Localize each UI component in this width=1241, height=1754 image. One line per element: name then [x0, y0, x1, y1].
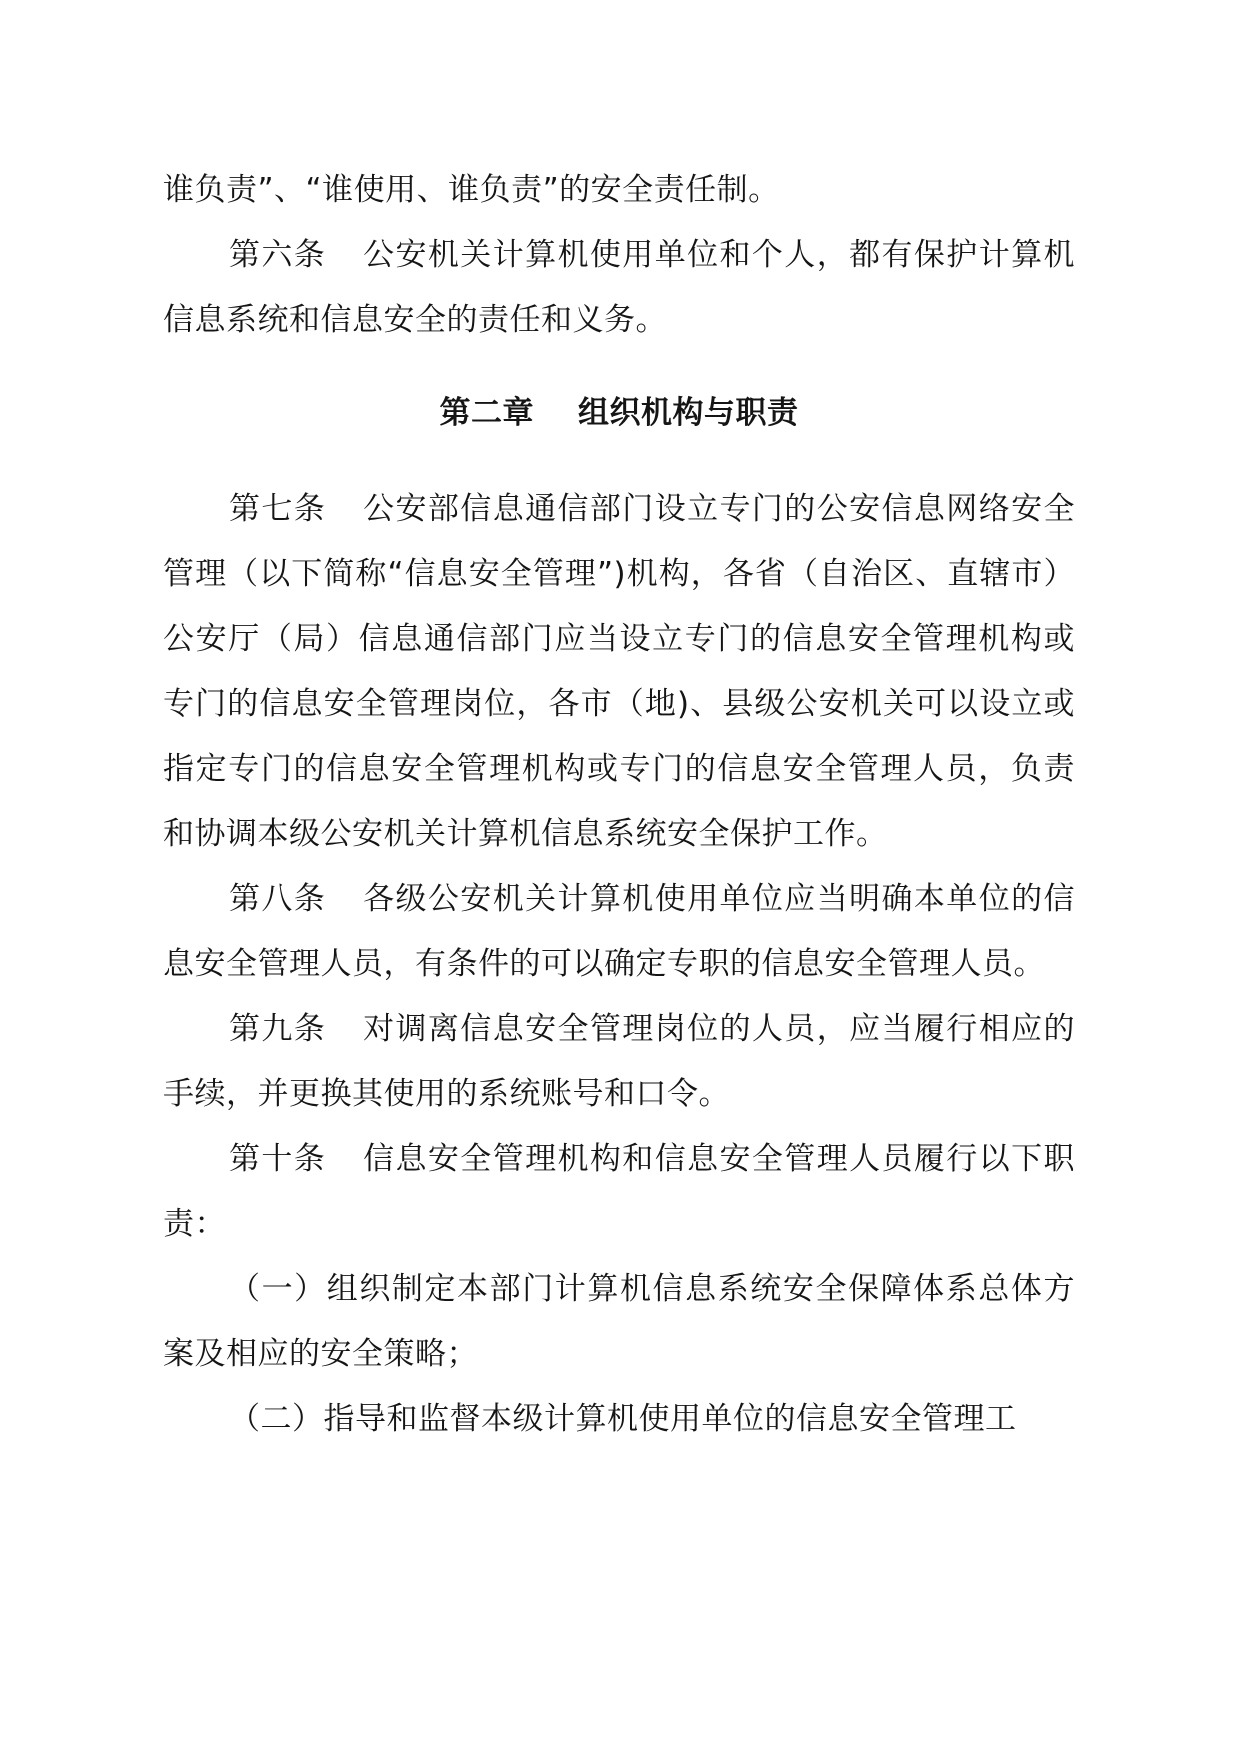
paragraph-text: 谁负责”、“谁使用、谁负责”的安全责任制。 — [163, 172, 780, 208]
list-item-text: （一）组织制定本部门计算机信息系统安全保障体系总体方案及相应的安全策略； — [163, 1271, 1075, 1372]
list-item-2 — [163, 1387, 1075, 1452]
paragraph-continuation — [163, 158, 1075, 223]
article-label: 第七条 — [229, 491, 327, 527]
document-body — [163, 158, 1075, 1452]
article-7 — [163, 477, 1075, 867]
article-9 — [163, 997, 1075, 1127]
article-8 — [163, 867, 1075, 997]
article-label: 第八条 — [229, 881, 327, 917]
article-text: 对调离信息安全管理岗位的人员，应当履行相应的手续，并更换其使用的系统账号和口令。 — [163, 1011, 1076, 1112]
article-label: 第十条 — [229, 1141, 327, 1177]
article-text: 公安机关计算机使用单位和个人，都有保护计算机信息系统和信息安全的责任和义务。 — [163, 237, 1076, 338]
list-item-text: （二）指导和监督本级计算机使用单位的信息安全管理工 — [229, 1401, 1017, 1437]
article-text: 信息安全管理机构和信息安全管理人员履行以下职责： — [163, 1141, 1076, 1242]
article-10 — [163, 1127, 1075, 1257]
article-label: 第九条 — [229, 1011, 327, 1047]
list-item-1 — [163, 1257, 1075, 1387]
article-text: 各级公安机关计算机使用单位应当明确本单位的信息安全管理人员，有条件的可以确定专职的信息安全管理人员。 — [163, 881, 1076, 982]
chapter-number: 第二章 — [439, 395, 534, 431]
chapter-title: 组织机构与职责 — [578, 395, 799, 431]
article-6 — [163, 223, 1075, 353]
article-text: 公安部信息通信部门设立专门的公安信息网络安全管理（以下简称“信息安全管理”)机构，各省（自治区、直辖市）公安厅（局）信息通信部门应当设立专门的信息安全管理机构或专门的信息安全管理岗位，各市（地)、县级公安机关可以设立或指定专门的信息安全管理机构或专门的信息安全管理人员，负责和协调本级公安机关计算机信息系统安全保护工作。 — [163, 491, 1076, 852]
article-label: 第六条 — [229, 237, 327, 273]
chapter-heading — [163, 383, 1075, 443]
